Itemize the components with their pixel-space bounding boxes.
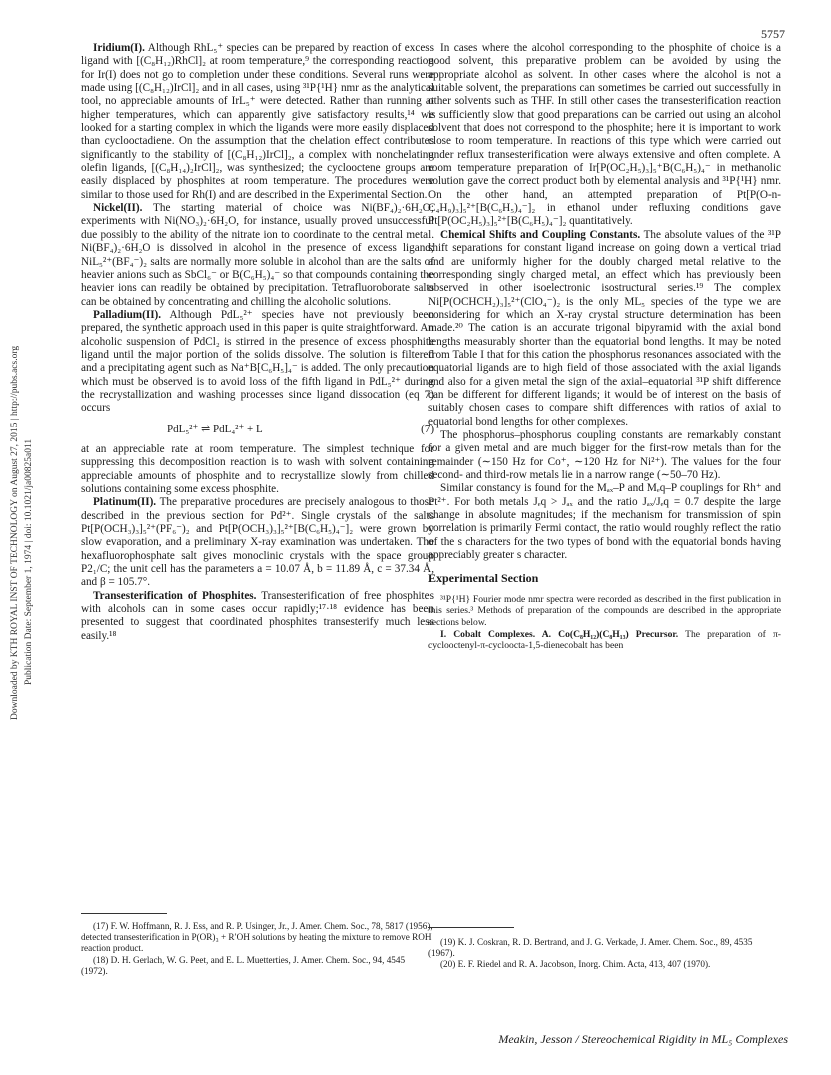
chemical-shifts-text: The absolute values of the ³¹P shift separations for constant ligand increase on going down a vertical triad and are uniformly higher for the doubly charged metal relative to the corresponding singly charged metal, an effect which has previously been observed in other isoelectronic isostructural series.¹⁹ The complex Ni[P(OCHCH₂)₃]₅²⁺(ClO₄⁻)₂ is the only ML₅ species of the type we are considering for which an X-ray crystal structure determination has been made.²⁰ The cation is an accurate trigonal bipyramid with the axial bond lengths measurably shorter than the equatorial bond lengths. It may be noted from Table I that for this cation the phosphorus resonances associated with the equatorial ligands are to high field of those associated with the axial ligands and also for a given metal the sign of the axial–equatorial ³¹P shift difference can be different for different ligands; it would be of interest on the basis of suitably chosen cases to compare shift differences with ratios of axial to equatorial bond lengths for other complexes. [428, 228, 781, 428]
palladium-text: Although PdL₅²⁺ species have not previously been prepared, the synthetic approach used in this paper is quite straightforward. An alcoholic suspension of PdCl₂ is stirred in the presence of excess phosphite ligand until the major portion of the solids dissolve. The solution is filtered and a precipitating agent such as Na⁺B[C₆H₅]₄⁻ is added. The only precaution which must be observed is to avoid loss of the fifth ligand in PdL₅²⁺ during the recrystallization and washing processes since ligand dissocation (eq 7) occurs [81, 308, 434, 415]
palladium-paragraph [81, 309, 434, 416]
cobalt-text: The preparation of π-cyclooctenyl-π-cycloocta-1,5-dienecobalt has been [428, 628, 781, 652]
platinum-paragraph [81, 496, 434, 589]
transesterification-text: Transesterification of free phosphites with alcohols can in some cases occur rapidly;¹⁷·¹⁸ evidence has been presented to suggest that coordinated phosphites transesterify much less easily.¹⁸ [81, 589, 434, 642]
nickel-heading: Nickel(II). [93, 202, 143, 215]
download-sidebar [8, 290, 48, 720]
transesterification-paragraph [81, 590, 434, 643]
coupling-paragraph: The phosphorus–phosphorus coupling constants are remarkably constant for a given metal and are much bigger for the first-row metals than for the remainder (∼150 Hz for Co⁺, ∼120 Hz for Ni²⁺). The values for the four second- and third-row metals lie in a narrow range (∼50–70 Hz). [428, 428, 781, 481]
footnote-18: (18) D. H. Gerlach, W. G. Peet, and E. L. Muetterties, J. Amer. Chem. Soc., 94, 4545 (1972). [81, 954, 406, 976]
footnotes-left [81, 921, 434, 977]
footnote-17: (17) F. W. Hoffmann, R. J. Ess, and R. P. Usinger, Jr., J. Amer. Chem. Soc., 78, 5817 (1956), detected transesterification in P(OR)₃ + R′OH solutions by heating the mixture to remove ROH reaction product. [81, 921, 433, 954]
solvent-paragraph: In cases where the alcohol corresponding to the phosphite of choice is a good solvent, this preparative problem can be avoided by using the appropriate alcohol as solvent. In other cases where the alcohol is not a suitable solvent, the preparations can sometimes be carried out successfully in other solvents such as THF. In still other cases the transesterification reaction is sufficiently slow that good preparations can be carried out using an alcohol solvent that does not correspond to the phosphite; here it is important to work close to room temperature. In reactions of this type which were carried out under reflux transesterification were always extensive and often complete. A room temperature preparation of Ir[P(OC₂H₅)₃]₅⁺B(C₆H₅)₄⁻ in methanolic solution gave the correct product both by elemental analysis and ³¹P{¹H} nmr. On the other hand, an attempted preparation of Pt[P(O-n-C₄H₉)₃]₅²⁺[B(C₆H₅)₄⁻]₂ in ethanol under refluxing conditions gave Pt[P(OC₂H₅)₃]₅²⁺[B(C₆H₅)₄⁻]₂ quantitatively. [428, 42, 781, 228]
footnotes-right [428, 937, 781, 971]
footnote-20: (20) E. F. Riedel and R. A. Jacobson, Inorg. Chim. Acta, 413, 407 (1970). [440, 959, 711, 970]
platinum-heading: Platinum(II). [93, 496, 157, 509]
iridium-heading: Iridium(I). [93, 42, 145, 54]
publication-notice: Publication Date: September 1, 1974 | doi: 10.1021/ja00825a011 [24, 438, 34, 685]
running-footer: Meakin, Jesson / Stereochemical Rigidity in ML₅ Complexes [498, 1032, 788, 1046]
platinum-text: The preparative procedures are precisely analogous to those described in the previous section for Pd²⁺. Single crystals of the salts Pt[P(OCH₃)₃]₅²⁺(PF₆⁻)₂ and Pt[P(OCH₃)₃]₅²⁺[B(C₆H₅)₄⁻]₂ were grown by slow evaporation, and a preliminary X-ray examination was undertaken. The hexafluorophosphate salt gives monoclinic crystals with the space group P2₁/C; the unit cell has the parameters a = 10.07 Å, b = 11.89 Å, c = 37.34 Å, and β = 105.7°. [81, 496, 434, 589]
iridium-paragraph [81, 42, 434, 202]
cobalt-paragraph [428, 629, 781, 652]
constancy-paragraph: Similar constancy is found for the Mₐₓ–P and Mₑq–P couplings for Rh⁺ and Pt²⁺. For both metals Jₑq > Jₐₓ and the ratio Jₐₓ/Jₑq = 0.7 despite the large change in absolute magnitudes; if the mechanism for transmission of spin correlation is primarily Fermi contact, the ratio would roughly reflect the ratio of the s characters for the two types of bond with the equatorial bonds having appreciably greater s character. [428, 482, 781, 562]
experimental-section-title: Experimental Section [428, 571, 539, 586]
palladium-heading: Palladium(II). [93, 308, 162, 321]
left-column [81, 42, 434, 643]
equation-number: (7) [421, 422, 434, 435]
download-notice: Downloaded by KTH ROYAL INST OF TECHNOLOGY on August 27, 2015 | http://pubs.acs.org [10, 345, 20, 720]
nickel-text: The starting material of choice was Ni(BF₄)₂·6H₂O; experiments with Ni(NO₃)₂·6H₂O, for instance, usually proved unsuccessful due possibly to the ability of the nitrate ion to coordinate to the central metal. Ni(BF₄)₂·6H₂O is dissolved in alcohol in the presence of excess ligand; NiL₅²⁺(BF₄⁻)₂ salts are normally more soluble in alcohol than are the salts of heavier anions such as SbCl₆⁻ or B(C₆H₅)₄⁻ so that compounds containing the heavier ions can readily be obtained by precipitation. Tetrafluoroborate salts can be obtained by concentrating and chilling the alcoholic solutions. [81, 202, 434, 308]
chemical-shifts-paragraph [428, 229, 781, 429]
cobalt-heading: I. Cobalt Complexes. A. Co(C₈H₁₂)(C₈H₁₃) Precursor. [440, 628, 679, 640]
footnote-rule-right [428, 927, 514, 928]
equation-body: PdL₅²⁺ ⇌ PdL₄²⁺ + L [167, 422, 263, 435]
footnote-19: (19) K. J. Coskran, R. D. Bertrand, and J. G. Verkade, J. Amer. Chem. Soc., 89, 4535 (1967). [428, 937, 753, 959]
experimental-intro: ³¹P{¹H} Fourier mode nmr spectra were recorded as described in the first publication in this series.³ Methods of preparation of the compounds are described in the appropriate sections below. [428, 593, 781, 628]
equation-7 [81, 423, 434, 436]
page-number: 5757 [761, 27, 785, 41]
after-equation-paragraph: at an appreciable rate at room temperature. The simplest technique for suppressing this decomposition reaction is to wash with solvent containing appreciable amounts of phosphite and to recrystallize slowly from chilled solutions containing some excess phosphite. [81, 442, 434, 495]
iridium-text: Although RhL₅⁺ species can be prepared by reaction of excess ligand with [(C₈H₁₂)RhCl]₂ at room temperature,⁹ the corresponding reaction for Ir(I) does not go to completion under these conditions. Several runs were made using [(C₈H₁₂)IrCl]₂ and in all cases, using ³¹P{¹H} nmr as the analytical tool, no appreciable amounts of IrL₅⁺ were detected. Rather than running at higher temperatures, which can apparently give satisfactory results,¹⁴ we looked for a starting complex in which the ligands were more easily displaced than cyclooctadiene. On the assumption that the chelation effect contributes significantly to the stability of [(C₈H₁₂)IrCl]₂, a complex with nonchelating olefin ligands, [(C₈H₁₄)₂IrCl]₂, was synthesized; the cyclooctene groups are easily displaced by phosphites at room temperature. The procedures were similar to those used for Rh(I) and are described in the Experimental Section. [81, 42, 434, 201]
right-column [428, 42, 781, 652]
chemical-shifts-heading: Chemical Shifts and Coupling Constants. [440, 228, 641, 241]
transesterification-heading: Transesterification of Phosphites. [93, 589, 257, 602]
nickel-paragraph [81, 202, 434, 309]
footnote-rule-left [81, 913, 167, 914]
